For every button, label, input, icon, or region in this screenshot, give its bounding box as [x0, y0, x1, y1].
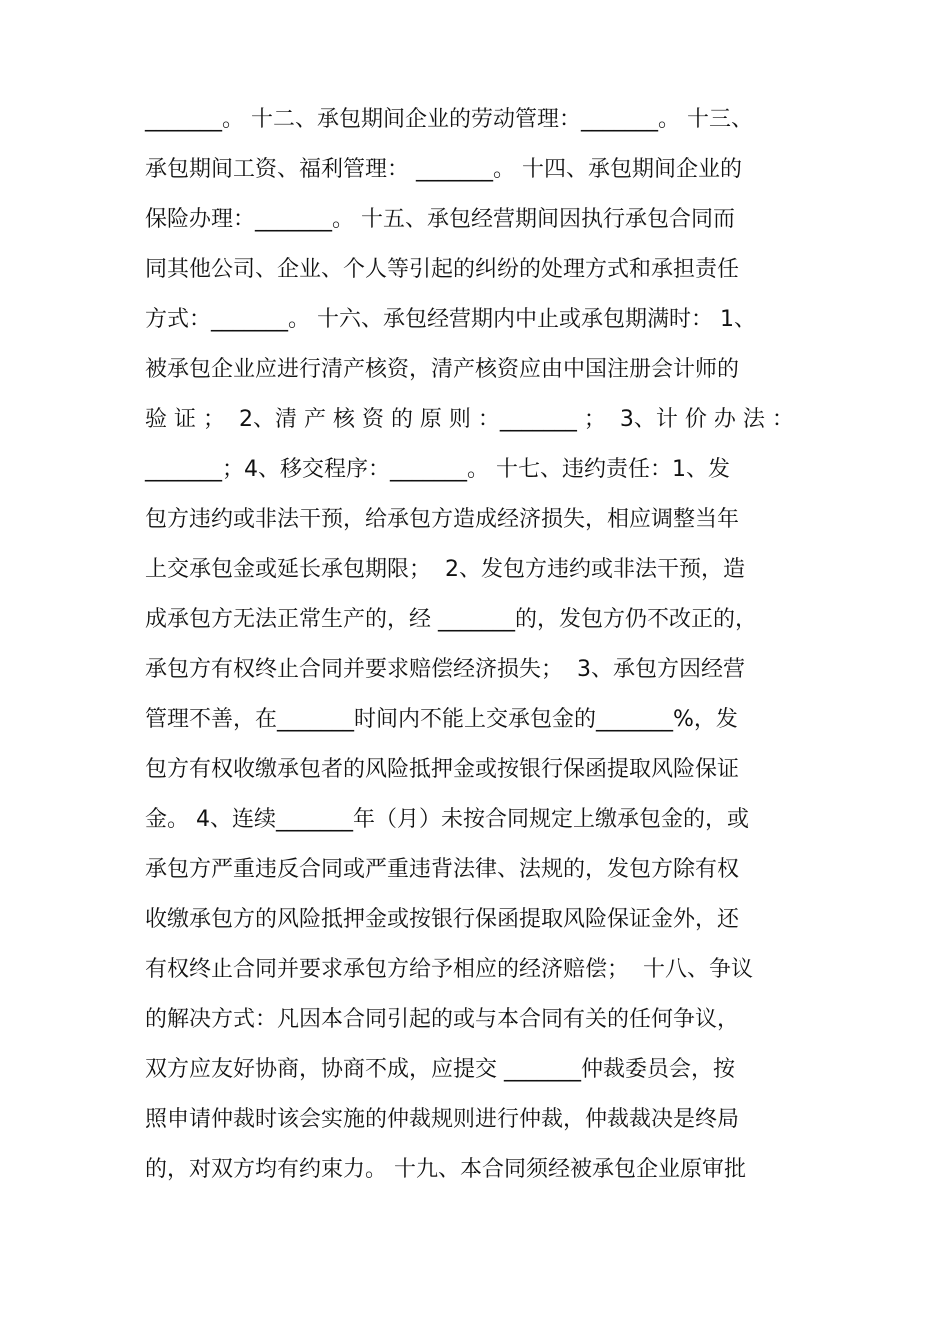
text-line: 的解决方式：凡因本合同引起的或与本合同有关的任何争议， — [145, 1007, 740, 1032]
text-line: 有权终止合同并要求承包方给予相应的经济赔偿； 十八、争议 — [145, 957, 753, 982]
text-line: 包方违约或非法干预，给承包方造成经济损失，相应调整当年 — [145, 507, 740, 532]
text-line: 金。 4、连续_______年（月）未按合同规定上缴承包金的，或 — [145, 807, 749, 832]
text-line: 保险办理：_______。 十五、承包经营期间因执行承包合同而 — [145, 207, 735, 232]
text-line: 验 证 ； 2、清 产 核 资 的 原 则 ：_______ ； 3、计 价 办 法 ： — [145, 407, 794, 432]
text-line: 照申请仲裁时该会实施的仲裁规则进行仲裁，仲裁裁决是终局 — [145, 1107, 740, 1132]
text-line: 成承包方无法正常生产的，经 _______的，发包方仍不改正的， — [145, 607, 757, 632]
text-line: 双方应友好协商，协商不成，应提交 _______仲裁委员会，按 — [145, 1057, 735, 1082]
text-line: 管理不善，在_______时间内不能上交承包金的_______%，发 — [145, 707, 738, 732]
text-line: 承包方严重违反合同或严重违背法律、法规的，发包方除有权 — [145, 857, 740, 882]
text-line: 承包期间工资、福利管理： _______。 十四、承包期间企业的 — [145, 157, 742, 182]
text-line: _______。 十二、承包期间企业的劳动管理：_______。 十三、 — [145, 107, 753, 132]
text-line: 上交承包金或延长承包期限； 2、发包方违约或非法干预，造 — [145, 557, 745, 582]
text-line: 被承包企业应进行清产核资，清产核资应由中国注册会计师的 — [145, 357, 740, 382]
text-line: 同其他公司、企业、个人等引起的纠纷的处理方式和承担责任 — [145, 257, 740, 282]
text-line: _______；4、移交程序：_______。 十七、违约责任：1、发 — [145, 457, 730, 482]
contract-body-text — [145, 98, 845, 1198]
text-line: 的，对双方均有约束力。 十九、本合同须经被承包企业原审批 — [145, 1157, 746, 1182]
text-line: 方式：_______。 十六、承包经营期内中止或承包期满时： 1、 — [145, 307, 756, 332]
text-line: 收缴承包方的风险抵押金或按银行保函提取风险保证金外，还 — [145, 907, 740, 932]
text-line: 包方有权收缴承包者的风险抵押金或按银行保函提取风险保证 — [145, 757, 740, 782]
text-line: 承包方有权终止合同并要求赔偿经济损失； 3、承包方因经营 — [145, 657, 745, 682]
